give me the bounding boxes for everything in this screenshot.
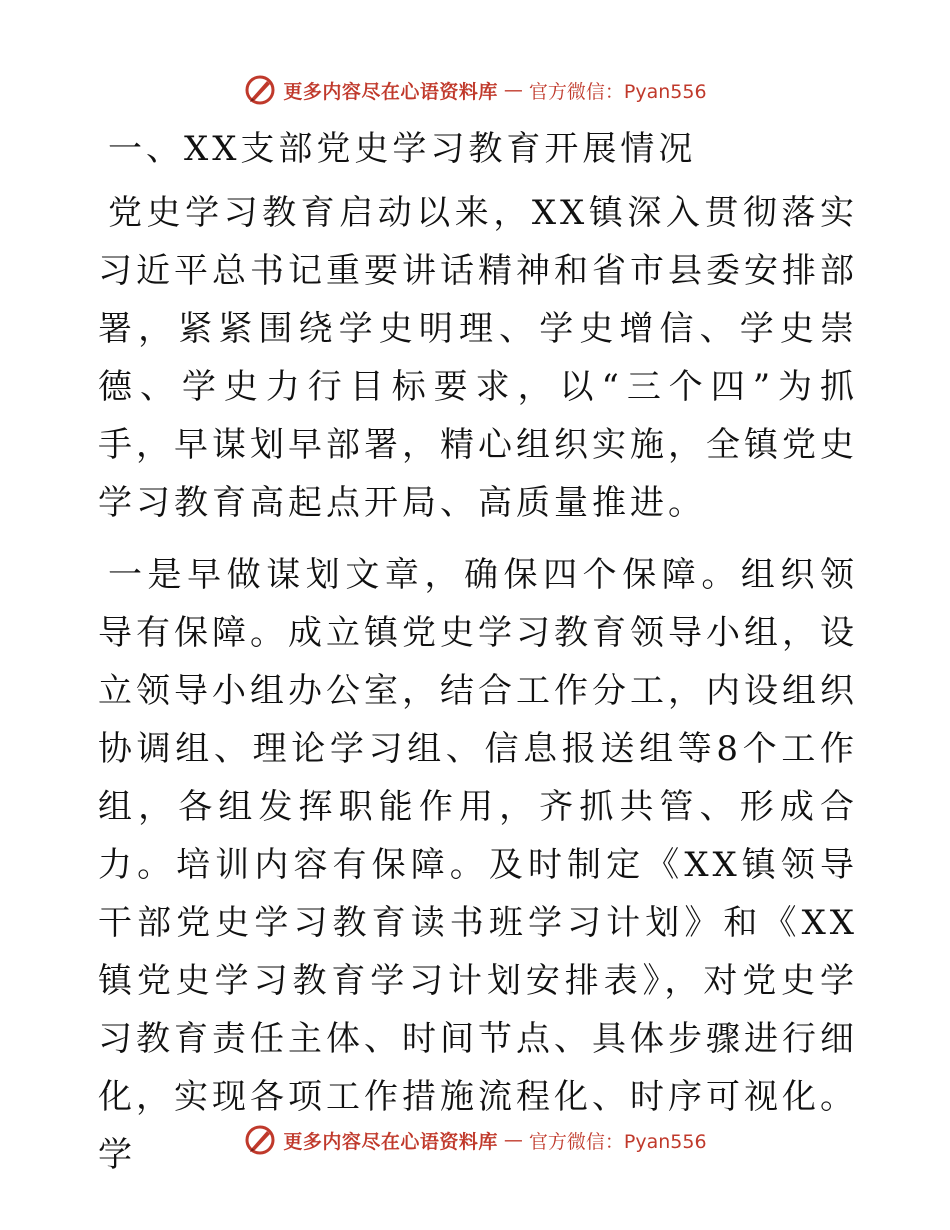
footer-watermark: [0, 1120, 950, 1160]
watermark-separator: —: [503, 1129, 523, 1151]
paragraph: 一是早做谋划文章，确保四个保障。组织领导有保障。成立镇党史学习教育领导小组，设立领导小组办公室，结合工作分工，内设组织协调组、理论学习组、信息报送组等8个工作组，各组发挥职能作用，齐抓共管、形成合力。培训内容有保障。及时制定《XX镇领导干部党史学习教育读书班学习计划》和《XX镇党史学习教育学习计划安排表》，对党史学习教育责任主体、时间节点、具体步骤进行细化，实现各项工作措施流程化、时序可视化。学: [98, 555, 858, 1175]
watermark-text: 更多内容尽在心语资料库: [283, 80, 498, 103]
section-heading: 一、XX支部党史学习教育开展情况: [108, 129, 697, 169]
paragraph: 党史学习教育启动以来，XX镇深入贯彻落实习近平总书记重要讲话精神和省市县委安排部署，紧紧围绕学史明理、学史增信、学史崇德、学史力行目标要求，以“三个四”为抓手，早谋划早部署，精心组织实施，全镇党史学习教育高起点开局、高质量推进。: [98, 193, 858, 523]
header-watermark: [0, 70, 950, 110]
pen-logo-icon: [243, 73, 277, 107]
watermark-separator: —: [503, 79, 523, 101]
watermark-wechat: 官方微信：Pyan556: [528, 1130, 707, 1153]
document-body: [98, 120, 858, 1198]
watermark-wechat: 官方微信：Pyan556: [528, 80, 707, 103]
pen-logo-icon: [243, 1123, 277, 1157]
watermark-text: 更多内容尽在心语资料库: [283, 1130, 498, 1153]
